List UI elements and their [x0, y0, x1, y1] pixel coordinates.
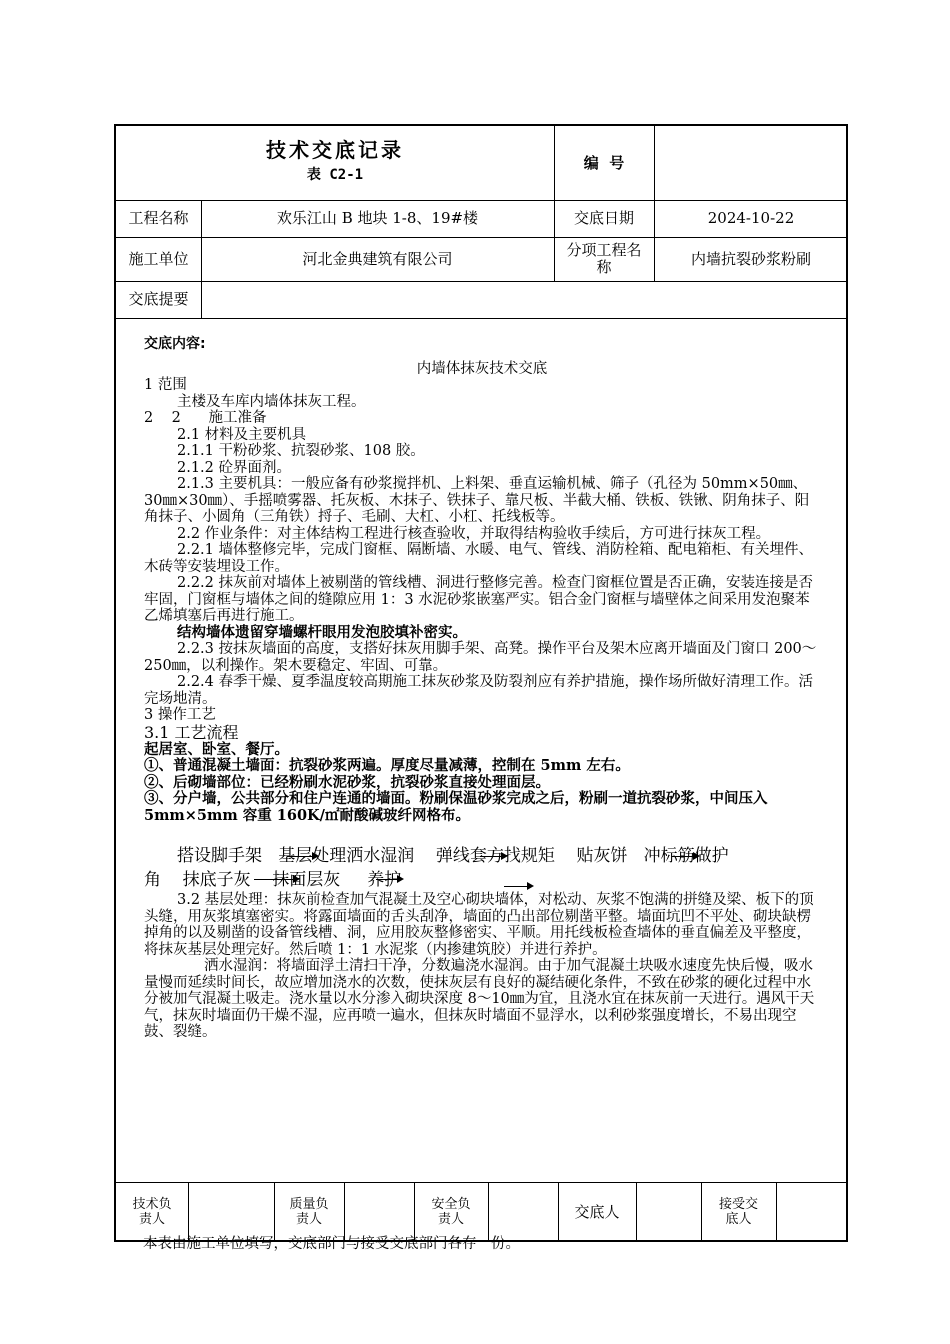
paragraph: 3.2 基层处理：抹灰前检查加气混凝土及空心砌块墙体，对松动、灰浆不饱满的拼缝及梁、板下的顶头缝，用灰浆填塞密实。将露面墙面的舌头刮净，墙面的凸出部位剔凿平整。墙面坑凹不平处、砌块缺楞掉角的以及剔凿的设备管线槽、洞，应用胶灰整修密实、平顺。用托线板检查墙体的垂直偏差及平整度，将抹灰基层处理完好。然后喷 1：1 水泥浆（内掺建筑胶）并进行养护。: [144, 892, 814, 958]
disclosure-date: 2024-10-22: [707, 209, 795, 227]
paragraph: 2.2.1 墙体整修完毕，完成门窗框、隔断墙、水暖、电气、管线、消防栓箱、配电箱柜、有关埋件、木砖等安装埋设工作。: [144, 542, 813, 575]
subitem-label: 分项工程名称: [566, 241, 642, 276]
number-value: [654, 126, 848, 200]
paragraph: 2.1 材料及主要机具: [177, 426, 307, 443]
content-heading: 交底内容:: [144, 336, 206, 352]
paragraph: 2.1.1 干粉砂浆、抗裂砂浆、108 胶。: [177, 443, 425, 459]
document-title: 内墙体抹灰技术交底: [416, 360, 548, 377]
paragraph: 洒水湿润：将墙面浮土清扫干净，分数遍浇水湿润。由于加气混凝土块吸水速度先快后慢，吸水量慢而延续时间长，故应增加浇水的次数，使抹灰层有良好的凝结硬化条件，不致在砂浆的硬化过程中水分被加气混凝土吸走。浇水量以水分渗入砌块深度 8～10㎜为宜，且浇水宜在抹灰前一天进行。遇风干天气，抹灰时墙面仍干燥不湿，应再喷一遍水，但抹灰时墙面不显浮水，以利砂浆强度增长，不易出现空鼓、裂缝。: [144, 958, 815, 1040]
paragraph-bold: ①、普通混凝土墙面：抗裂砂浆两遍。厚度尽量减薄，控制在 5mm 左右。: [144, 757, 630, 774]
flow-arrow: [480, 856, 506, 857]
flow-arrow: [287, 856, 317, 857]
tech-lead-label: 技术负责人: [132, 1197, 172, 1227]
paragraph-bold: 结构墙体遗留穿墙螺杆眼用发泡胶填补密实。: [177, 623, 467, 641]
section-scope: 1 范围: [144, 377, 187, 393]
page-title: 技术交底记录: [266, 138, 404, 162]
number-label: 编 号: [583, 153, 625, 172]
section-prep: 2 2 施工准备: [144, 410, 267, 426]
paragraph-bold: ③、分户墙，公共部分和住户连通的墙面。粉刷保温砂浆完成之后，粉刷一道抗裂砂浆，中间压入 5mm×5mm 容重 160K/㎡耐酸碱玻纤网格布。: [144, 790, 768, 824]
paragraph: 主楼及车库内墙体抹灰工程。: [177, 393, 366, 410]
flow-line: 搭设脚手架 基层处理洒水湿润 弹线套方找规矩 贴灰饼 冲标筋做护: [177, 846, 729, 866]
row-divider: [116, 318, 846, 319]
quality-lead-label: 质量负责人: [289, 1197, 329, 1227]
paragraph: 2.2.3 按抹灰墙面的高度，支搭好抹灰用脚手架、高凳。操作平台及架木应离开墙面及门窗口 200～250㎜，以利操作。架木要稳定、牢固、可靠。: [144, 641, 817, 674]
paragraph: 2.2 作业条件：对主体结构工程进行核查验收，并取得结构验收手续后，方可进行抹灰工程。: [177, 525, 771, 542]
paragraph: 2.1.3 主要机具：一般应备有砂浆搅拌机、上料架、垂直运输机械、筛子（孔径为 50mm×50㎜、30㎜×30㎜）、手摇喷雾器、托灰板、木抹子、铁抹子、靠尺板、半截大桶、铁板、铁锹、阴角抹子、阳角抹子、小圆角（三角铁）捋子、毛刷、大杠、小杠、托线板等。: [144, 476, 810, 525]
col-divider: [636, 1182, 637, 1242]
col-divider: [776, 1182, 777, 1242]
record-sheet: [114, 124, 848, 1242]
unit-label: 施工单位: [128, 249, 189, 268]
flow-arrow: [672, 856, 698, 857]
paragraph: 2.1.2 砼界面剂。: [177, 459, 292, 476]
subitem-name: 内墙抗裂砂浆粉刷: [690, 249, 811, 268]
flow-arrow: [254, 879, 298, 880]
safety-lead-label: 安全负责人: [431, 1197, 471, 1227]
paragraph-bold: 起居室、卧室、餐厅。: [144, 740, 289, 758]
flow-arrow: [504, 886, 532, 887]
section-process: 3 操作工艺: [144, 707, 216, 723]
summary-value: [201, 281, 848, 318]
paragraph: 2.2.4 春季干燥、夏季温度较高期施工抹灰砂浆及防裂剂应有养护措施，操作场所做好清理工作。活完场地清。: [144, 674, 813, 707]
disclosure-content: [144, 336, 820, 1041]
date-label: 交底日期: [573, 209, 634, 227]
form-number: 表 C2-1: [306, 167, 364, 183]
discloser-label: 交底人: [574, 1202, 620, 1221]
header-title-cell: [116, 126, 554, 200]
process-flow: [144, 844, 820, 892]
paragraph-bold: ②、后砌墙部位：已经粉刷水泥砂浆，抗裂砂浆直接处理面层。: [144, 773, 550, 791]
flow-line: 角 抹底子灰 抹面层灰 养护: [144, 870, 402, 890]
flow-arrow: [376, 879, 402, 880]
project-name-label: 工程名称: [128, 209, 189, 227]
construction-unit: 河北金典建筑有限公司: [302, 249, 453, 268]
summary-label: 交底提要: [128, 290, 189, 308]
project-name: 欢乐江山 B 地块 1-8、19#楼: [276, 209, 479, 227]
receiver-label: 接受交底人: [718, 1197, 758, 1227]
subsection-flow: 3.1 工艺流程: [144, 722, 239, 742]
paragraph: 2.2.2 抹灰前对墙体上被剔凿的管线槽、洞进行整修完善。检查门窗框位置是否正确，安装连接是否牢固，门窗框与墙体之间的缝隙应用 1：3 水泥砂浆嵌塞严实。铝合金门窗框与墙壁体之间采用发泡聚苯乙烯填塞后再进行施工。: [144, 575, 813, 624]
footnote: 本表由施工单位填写，交底部门与接受交底部门各存一份。: [143, 1236, 520, 1252]
